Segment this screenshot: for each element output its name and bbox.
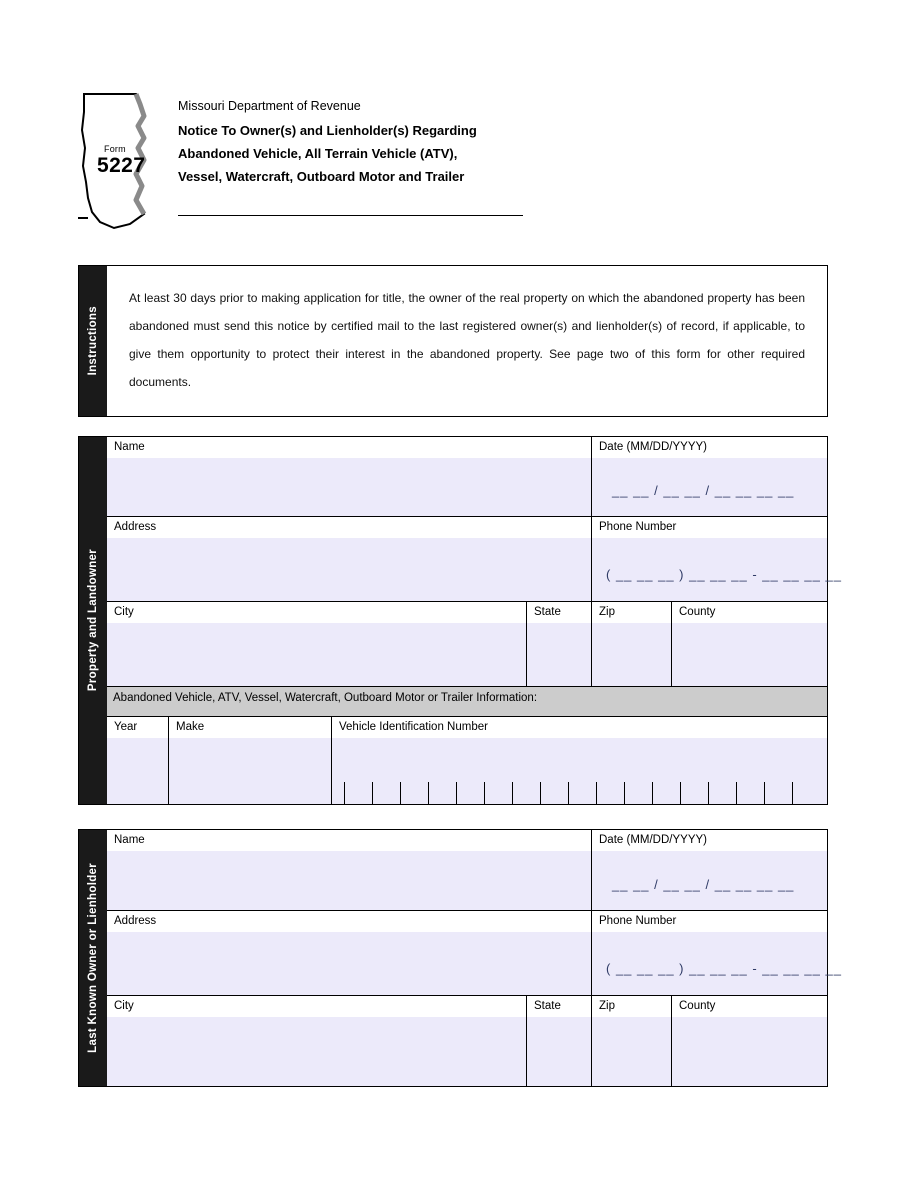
property-address-strip xyxy=(107,517,591,538)
instructions-tab xyxy=(79,266,107,416)
instructions-text: At least 30 days prior to making application for title, the owner of the real property on which the abandoned property has been abandoned must send this notice by certified mail to the last registered owner(s) and lienholder(s) of record, if applicable, to give them opportunity to protect their interest in the abandoned property. See page two of this form for other required documents. xyxy=(129,291,805,389)
property-phone-placeholder: ( __ __ __ ) __ __ __ - __ __ __ __ xyxy=(606,567,842,582)
last-known-owner-tab-label: Last Known Owner or Lienholder xyxy=(86,863,99,1053)
vin-character-separators xyxy=(332,782,827,804)
abandoned-property-banner: Abandoned Vehicle, ATV, Vessel, Watercraft, Outboard Motor or Trailer Information: xyxy=(107,687,827,717)
owner-name-field[interactable] xyxy=(107,830,592,911)
instructions-body xyxy=(107,266,827,416)
owner-city-label: City xyxy=(114,1000,134,1012)
property-name-label: Name xyxy=(114,441,145,453)
owner-state-label: State xyxy=(534,1000,561,1012)
property-phone-field[interactable] xyxy=(592,517,842,602)
property-landowner-tab-label: Property and Landowner xyxy=(86,549,99,692)
owner-address-strip xyxy=(107,911,591,932)
owner-address-label: Address xyxy=(114,915,157,927)
property-make-field[interactable] xyxy=(169,717,332,804)
property-city-label: City xyxy=(114,606,134,618)
owner-zip-label: Zip xyxy=(599,1000,615,1012)
property-state-field[interactable] xyxy=(527,602,592,687)
property-date-field[interactable] xyxy=(592,437,827,517)
property-landowner-grid xyxy=(107,437,842,804)
property-year-label: Year xyxy=(114,721,138,733)
owner-date-label: Date (MM/DD/YYYY) xyxy=(599,834,707,846)
owner-county-label: County xyxy=(679,1000,716,1012)
owner-phone-label: Phone Number xyxy=(599,915,677,927)
property-name-field[interactable] xyxy=(107,437,592,517)
property-vin-field[interactable] xyxy=(332,717,827,804)
owner-phone-placeholder: ( __ __ __ ) __ __ __ - __ __ __ __ xyxy=(606,961,842,976)
form-number: 5227 xyxy=(97,154,146,177)
instructions-section xyxy=(78,265,828,417)
owner-zip-field[interactable] xyxy=(592,996,672,1086)
property-make-label: Make xyxy=(176,721,205,733)
property-address-field[interactable] xyxy=(107,517,592,602)
department-name: Missouri Department of Revenue xyxy=(178,99,361,113)
property-county-field[interactable] xyxy=(672,602,827,687)
owner-state-field[interactable] xyxy=(527,996,592,1086)
last-known-owner-grid xyxy=(107,830,842,1086)
form-header xyxy=(78,82,828,242)
property-year-field[interactable] xyxy=(107,717,169,804)
property-phone-label: Phone Number xyxy=(599,521,677,533)
form-title-line-3: Vessel, Watercraft, Outboard Motor and Trailer xyxy=(178,169,465,184)
property-landowner-section xyxy=(78,436,842,805)
owner-phone-field[interactable] xyxy=(592,911,842,996)
property-city-field[interactable] xyxy=(107,602,527,687)
form-title-line-2: Abandoned Vehicle, All Terrain Vehicle (ATV), xyxy=(178,146,458,161)
missouri-state-outline-icon xyxy=(78,82,176,234)
property-name-strip xyxy=(107,437,591,458)
owner-address-field[interactable] xyxy=(107,911,592,996)
property-state-label: State xyxy=(534,606,561,618)
owner-city-field[interactable] xyxy=(107,996,527,1086)
form-word-label: Form xyxy=(104,144,126,154)
owner-city-strip xyxy=(107,996,526,1017)
instructions-tab-label: Instructions xyxy=(86,306,99,376)
last-known-owner-tab xyxy=(79,830,107,1086)
property-vin-label: Vehicle Identification Number xyxy=(339,721,488,733)
property-landowner-tab xyxy=(79,437,107,804)
title-block xyxy=(178,97,538,188)
property-date-placeholder: __ __ / __ __ / __ __ __ __ xyxy=(612,483,795,498)
owner-name-label: Name xyxy=(114,834,145,846)
owner-name-strip xyxy=(107,830,591,851)
property-city-strip xyxy=(107,602,526,623)
owner-date-placeholder: __ __ / __ __ / __ __ __ __ xyxy=(612,877,795,892)
property-address-label: Address xyxy=(114,521,157,533)
form-title-line-1: Notice To Owner(s) and Lienholder(s) Regarding xyxy=(178,123,477,138)
last-known-owner-section xyxy=(78,829,842,1087)
owner-date-field[interactable] xyxy=(592,830,827,911)
property-zip-field[interactable] xyxy=(592,602,672,687)
owner-county-field[interactable] xyxy=(672,996,827,1086)
header-divider xyxy=(178,215,523,216)
property-county-label: County xyxy=(679,606,716,618)
property-zip-label: Zip xyxy=(599,606,615,618)
property-date-label: Date (MM/DD/YYYY) xyxy=(599,441,707,453)
